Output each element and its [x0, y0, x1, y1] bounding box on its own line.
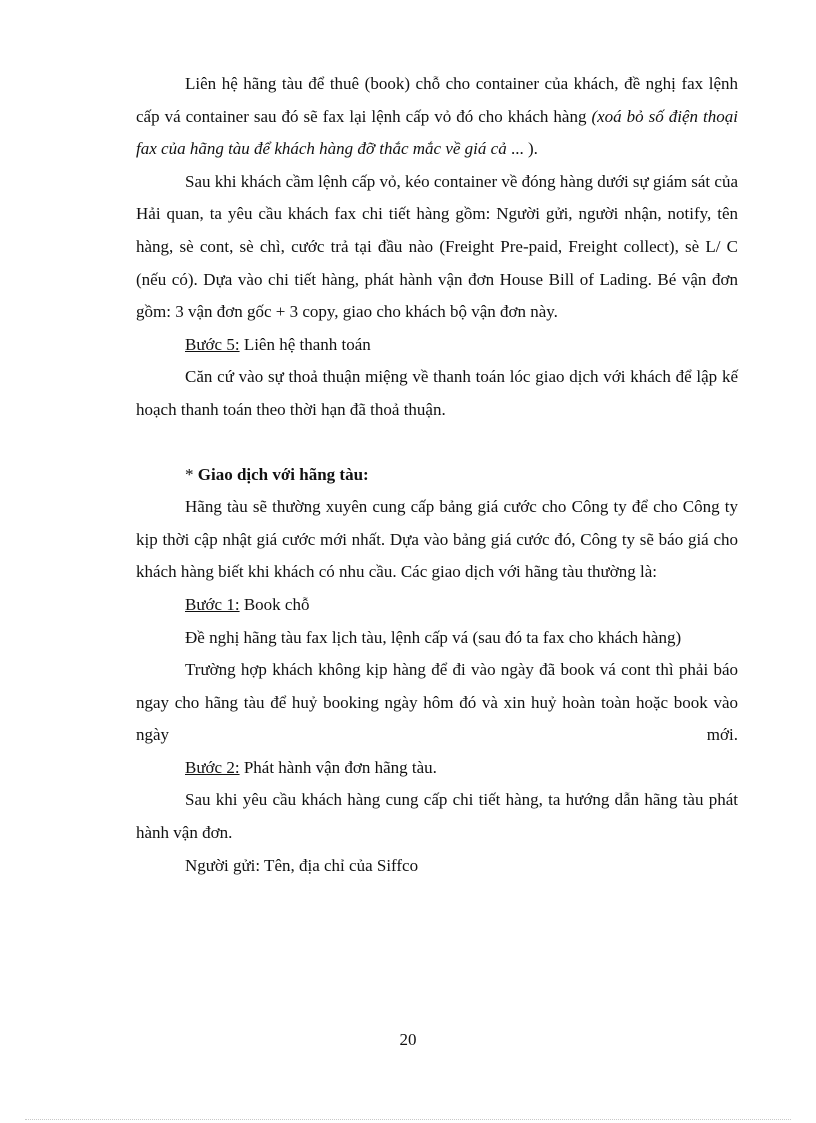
- step-1-text: Book chỗ: [239, 594, 310, 614]
- section-heading: [136, 459, 738, 492]
- paragraph-italic-note: (xoá bỏ số điện thoại fax của hãng tàu để khách hàng đỡ thắc mắc về giá cả: [136, 106, 738, 159]
- paragraph-tail: ... ).: [506, 139, 538, 159]
- step-5-label: Bước 5:: [185, 334, 240, 354]
- paragraph-text: Liên hệ hãng tàu để thuê (book) chỗ cho container của khách, đề nghị fax lệnh cấp vá container sau đó sẽ fax lại lệnh cấp vỏ đó cho khách hàng: [136, 74, 738, 126]
- paragraph-shipping-line-rates: Hãng tàu sẽ thường xuyên cung cấp bảng giá cước cho Công ty để cho Công ty kịp thời cập nhật giá cước mới nhất. Dựa vào bảng giá cước đó, Công ty sẽ báo giá cho khách hàng biết khi khách có nhu cầu. Các giao dịch với hãng tàu thường là:: [136, 497, 738, 582]
- step-5-text: Liên hệ thanh toán: [239, 334, 371, 354]
- step-2-label: Bước 2:: [185, 757, 240, 777]
- paragraph-payment: Căn cứ vào sự thoả thuận miệng về thanh toán lóc giao dịch với khách để lập kế hoạch thanh toán theo thời hạn đã thoả thuận.: [136, 367, 738, 419]
- heading-text: Giao dịch với hãng tàu:: [197, 464, 369, 484]
- paragraph-issue-bill: Sau khi yêu cầu khách hàng cung cấp chi tiết hàng, ta hướng dẫn hãng tàu phát hành vận đơn.: [136, 790, 738, 843]
- paragraph-shipper: Người gửi: Tên, địa chỉ của Siffco: [185, 855, 419, 875]
- heading-bullet: *: [185, 464, 198, 484]
- step-5-line: [136, 329, 738, 362]
- section-gap: [136, 427, 738, 459]
- page-bottom-border: [25, 1119, 791, 1120]
- step-2-line: [136, 752, 738, 785]
- document-page: [136, 68, 738, 882]
- page-number: 20: [399, 1030, 417, 1049]
- paragraph-request-schedule: Đề nghị hãng tàu fax lịch tàu, lệnh cấp vá (sau đó ta fax cho khách hàng): [185, 627, 682, 647]
- paragraph-book-container: [136, 68, 738, 166]
- step-1-label: Bước 1:: [185, 594, 240, 614]
- step-1-line: [136, 589, 738, 622]
- step-2-text: Phát hành vận đơn hãng tàu.: [239, 757, 437, 777]
- paragraph-shipping-details: Sau khi khách cầm lệnh cấp vỏ, kéo container về đóng hàng dưới sự giám sát của Hải quan, ta yêu cầu khách fax chi tiết hàng gồm: Người gửi, người nhận, notify, tên hàng, sè cont, sè chì, cước trả tại đầu nào (Freight Pre-paid, Freight collect), sè L/ C (nếu có). Dựa vào chi tiết hàng, phát hành vận đơn House Bill of Lading. Bé vận đơn gồm: 3 vận đơn gốc + 3 copy, giao cho khách bộ vận đơn này.: [136, 171, 738, 322]
- paragraph-cancel-booking: Trường hợp khách không kịp hàng để đi vào ngày đã book vá cont thì phải báo ngay cho hãng tàu để huỷ booking ngày hôm đó và xin huỷ hoàn toàn hoặc book vào ngày mới.: [136, 660, 738, 745]
